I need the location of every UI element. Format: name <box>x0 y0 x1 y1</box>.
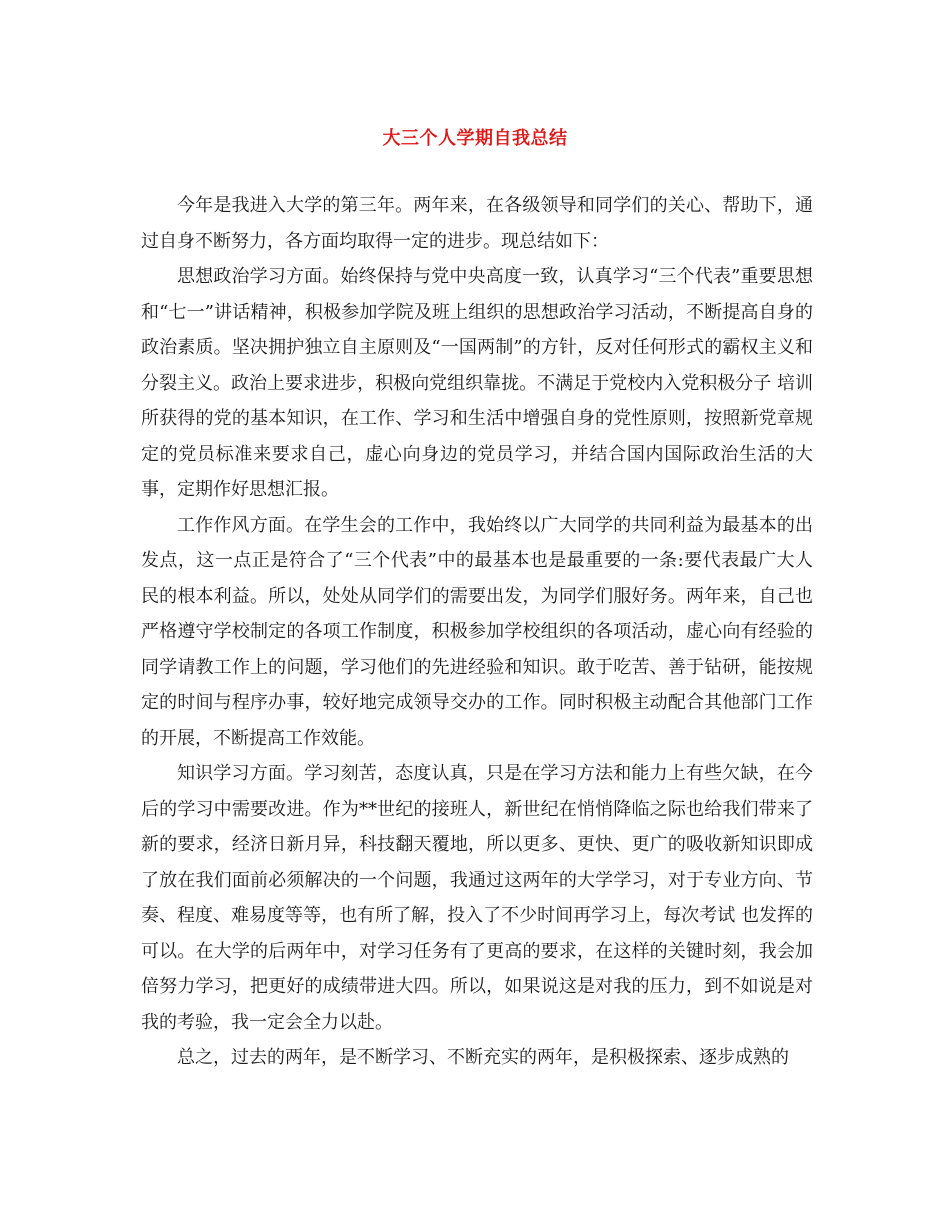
paragraph-intro: 今年是我进入大学的第三年。两年来，在各级领导和同学们的关心、帮助下，通过自身不断努力，各方面均取得一定的进步。现总结如下： <box>141 195 813 252</box>
paragraph-knowledge-study: 知识学习方面。学习刻苦，态度认真，只是在学习方法和能力上有些欠缺，在今后的学习中需要改进。作为**世纪的接班人，新世纪在悄悄降临之际也给我们带来了新的要求，经济日新月异，科技翻天覆地，所以更多、更快、更广的吸收新知识即成了放在我们面前必须解决的一个问题，我通过这两年的大学学习，对于专业方向、节奏、程度、难易度等等，也有所了解，投入了不少时间再学习上，每次考试 也发挥的可以。在大学的后两年中，对学习任务有了更高的要求，在这样的关键时刻，我会加倍努力学习，把更好的成绩带进大四。所以，如果说这是对我的压力，到不如说是对我的考验，我一定会全力以赴。 <box>141 763 813 1033</box>
paragraph-conclusion: 总之，过去的两年，是不断学习、不断充实的两年，是积极探索、逐步成熟的 <box>177 1047 789 1068</box>
document-title: 大三个人学期自我总结 <box>382 128 568 149</box>
document-body <box>141 188 813 1076</box>
paragraph-work-style: 工作作风方面。在学生会的工作中，我始终以广大同学的共同利益为最基本的出发点，这一点正是符合了“三个代表”中的最基本也是最重要的一条:要代表最广大人民的根本利益。所以，处处从同学们的需要出发，为同学们服好务。两年来，自己也严格遵守学校制定的各项工作制度，积极参加学校组织的各项活动，虚心向有经验的同学请教工作上的问题，学习他们的先进经验和知识。敢于吃苦、善于钻研，能按规定的时间与程序办事，较好地完成领导交办的工作。同时积极主动配合其他部门工作的开展，不断提高工作效能。 <box>141 514 813 749</box>
paragraph-political-study: 思想政治学习方面。始终保持与党中央高度一致，认真学习“三个代表”重要思想和“七一”讲话精神，积极参加学院及班上组织的思想政治学习活动，不断提高自身的政治素质。坚决拥护独立自主原则及“一国两制”的方针，反对任何形式的霸权主义和分裂主义。政治上要求进步，积极向党组织靠拢。不满足于党校内入党积极分子 培训 所获得的党的基本知识，在工作、学习和生活中增强自身的党性原则，按照新党章规定的党员标准来要求自己，虚心向身边的党员学习，并结合国内国际政治生活的大事，定期作好思想汇报。 <box>141 266 813 500</box>
